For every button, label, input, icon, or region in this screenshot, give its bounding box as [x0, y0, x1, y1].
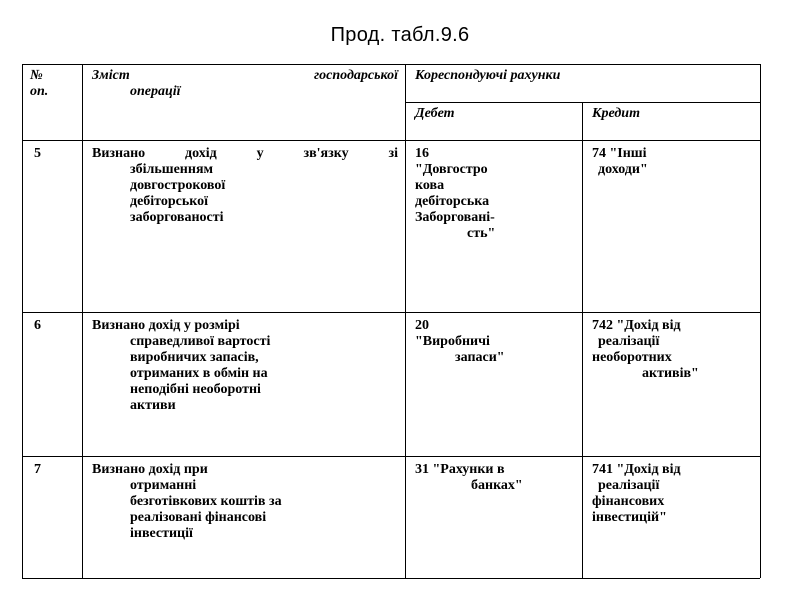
header-bottom-rule [22, 140, 760, 141]
row-description: Визнано дохід при отриманні безготівкових коштів за реалізовані фінансові інвестиції [92, 462, 282, 541]
header-credit: Кредит [592, 106, 640, 121]
header-corresponding-accounts: Кореспондуючі рахунки [415, 68, 561, 83]
column-divider [405, 64, 406, 578]
column-divider [82, 64, 83, 578]
row-credit: 74 "Інші доходи" [592, 146, 648, 177]
header-content: Зміст господарської операції [92, 68, 398, 99]
header-debit: Дебет [415, 106, 455, 121]
row-credit: 742 "Дохід від реалізації необоротних активів" [592, 318, 699, 381]
table-border-right [760, 64, 761, 578]
row-number: 7 [34, 462, 41, 477]
row-debit: 20 "Виробничі запаси" [415, 318, 505, 365]
row-debit: 16 "Довгостро кова дебіторська Заборговані- сть" [415, 146, 496, 241]
row-divider [22, 456, 760, 457]
row-description: Визнано дохід у розмірі справедливої вартості виробничих запасів, отриманих в обмін на неподібні необоротні активи [92, 318, 271, 413]
row-description: Визнано дохід у зв'язку зі збільшенням довгострокової дебіторської заборгованості [92, 146, 398, 225]
row-credit: 741 "Дохід від реалізації фінансових інвестицій" [592, 462, 681, 525]
column-divider [582, 102, 583, 578]
row-debit: 31 "Рахунки в банках" [415, 462, 523, 493]
table-border-left [22, 64, 23, 578]
row-divider [22, 312, 760, 313]
table-caption: Прод. табл.9.6 [330, 24, 470, 46]
header-num: № оп. [30, 68, 49, 99]
row-number: 6 [34, 318, 41, 333]
table-border-top [22, 64, 760, 65]
table-border-bottom [22, 578, 760, 579]
row-number: 5 [34, 146, 41, 161]
